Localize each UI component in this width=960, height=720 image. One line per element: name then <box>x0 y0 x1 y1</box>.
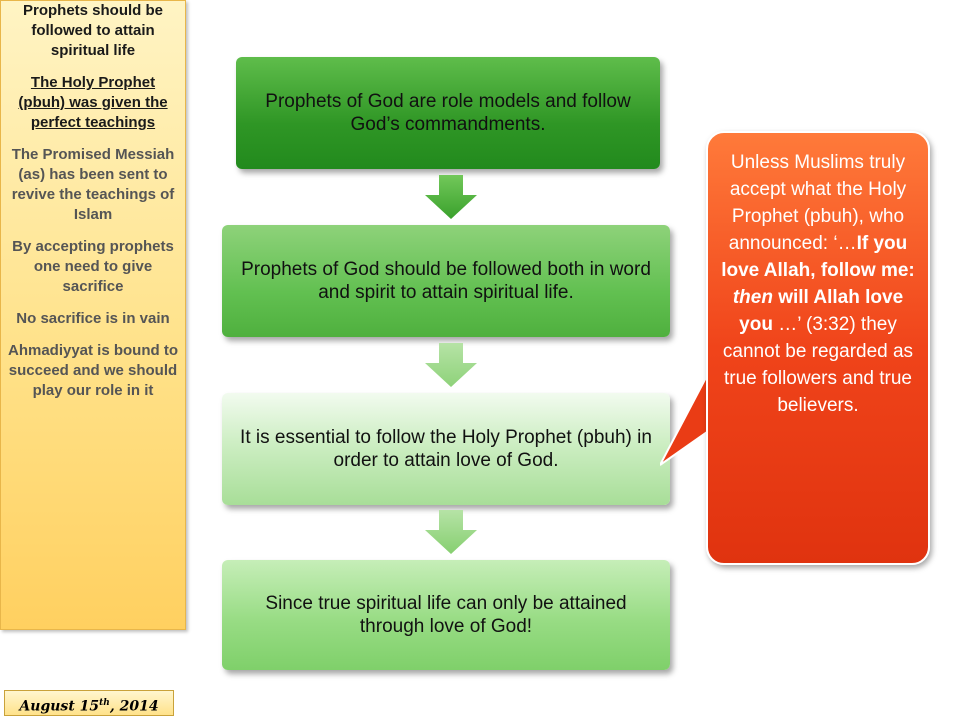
flow-step-1-text: Prophets of God are role models and follow God’s commandments. <box>265 91 631 135</box>
callout-text-outro: …’ (3:32) they cannot be regarded as true followers and true believers. <box>722 314 914 416</box>
sidebar-point-4: Ahmadiyyat is bound to succeed and we should play our role in it <box>7 342 178 399</box>
flow-step-1 <box>236 57 660 169</box>
date-main: August 15 <box>19 698 100 715</box>
callout-text-intro: Unless Muslims truly accept what the Holy Prophet (pbuh), who announced: ‘… <box>728 152 907 254</box>
date-year: , 2014 <box>109 698 159 715</box>
down-arrow-icon-2 <box>425 343 477 387</box>
sidebar-panel <box>0 0 186 630</box>
flow-step-4 <box>222 560 670 670</box>
down-arrow-icon-1 <box>425 175 477 219</box>
flow-step-3-text: It is essential to follow the Holy Prophet (pbuh) in order to attain love of God. <box>240 427 652 471</box>
sidebar-point-1: The Promised Messiah (as) has been sent to revive the teachings of Islam <box>11 146 175 223</box>
date-label <box>4 690 174 716</box>
sidebar-title: Prophets should be followed to attain spiritual life <box>22 2 163 59</box>
down-arrow-icon-3 <box>425 510 477 554</box>
quote-callout <box>706 131 930 565</box>
flow-step-2-text: Prophets of God should be followed both in word and spirit to attain spiritual life. <box>241 259 651 303</box>
flow-step-3 <box>222 393 670 505</box>
callout-quote-italic: then <box>732 287 773 308</box>
date-suffix: th <box>99 698 110 708</box>
flow-step-2 <box>222 225 670 337</box>
flow-step-4-text: Since true spiritual life can only be attained through love of God! <box>265 593 627 637</box>
sidebar-point-3: No sacrifice is in vain <box>16 310 170 327</box>
sidebar-point-2: By accepting prophets one need to give sacrifice <box>12 238 174 295</box>
sidebar-underlined-point: The Holy Prophet (pbuh) was given the perfect teachings <box>18 74 168 131</box>
callout-quote-bold-1: If you love Allah, follow me: <box>721 233 915 281</box>
callout-pointer <box>660 370 712 480</box>
callout-quote-bold-2: will Allah love you <box>739 287 904 335</box>
